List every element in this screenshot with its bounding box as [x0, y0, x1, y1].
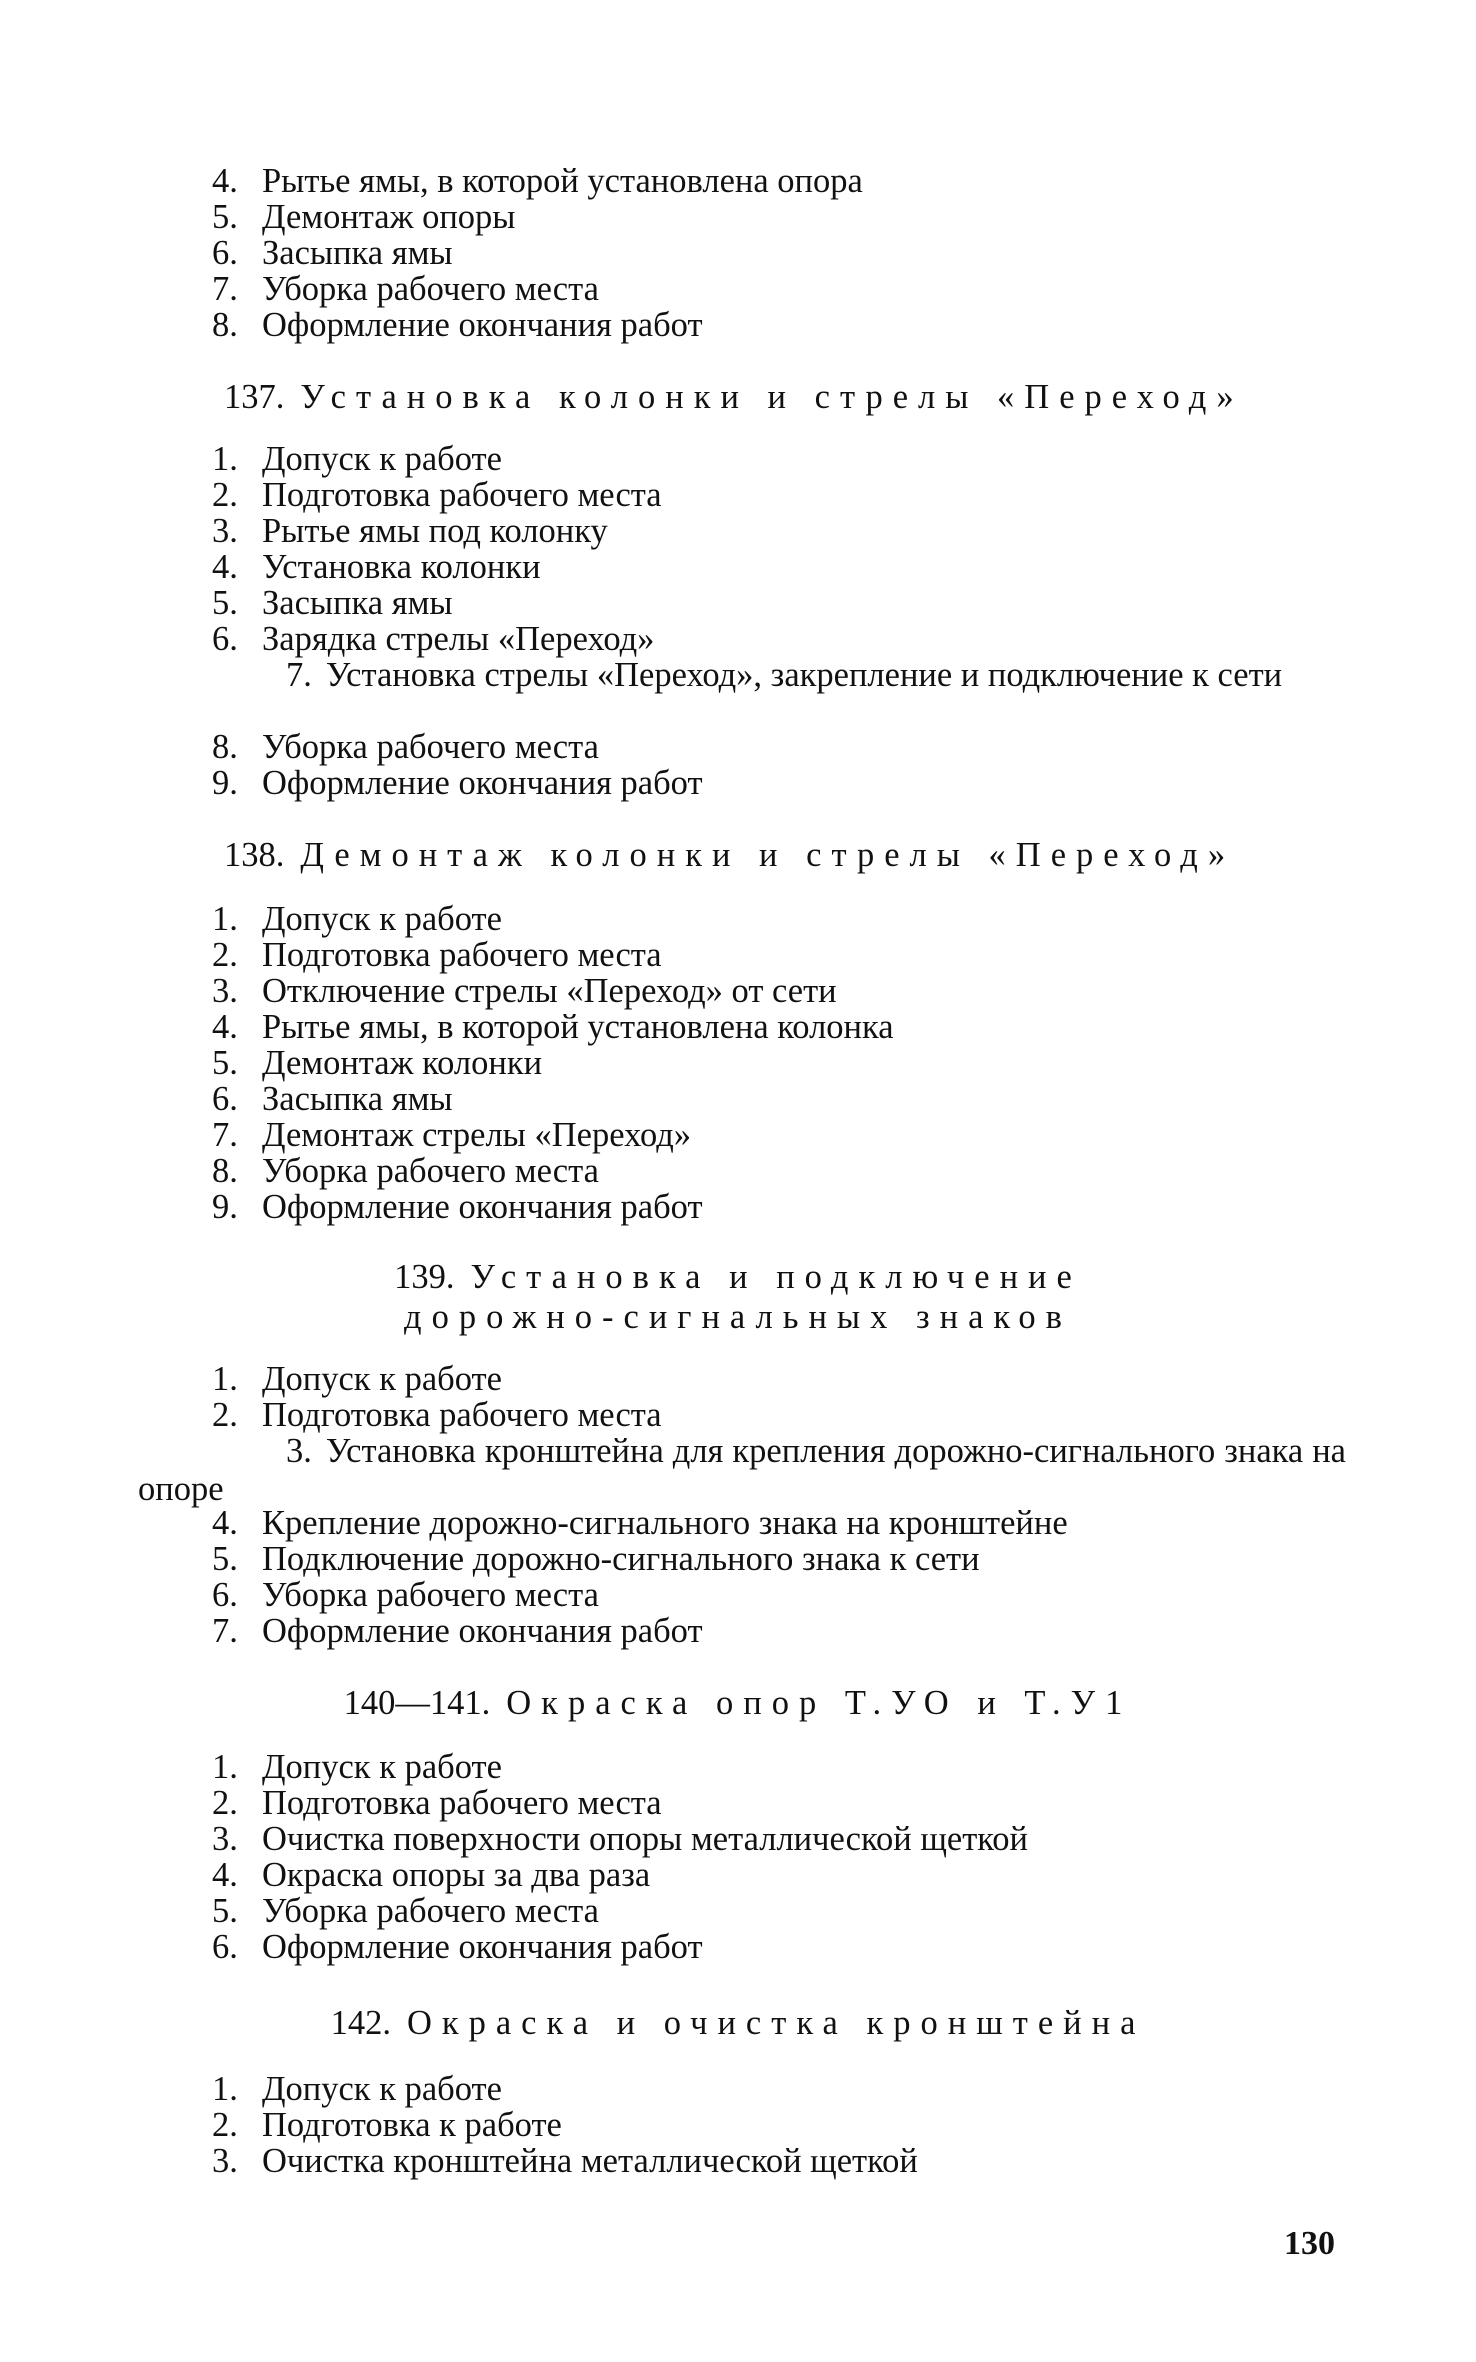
list-item: [212, 1360, 502, 1398]
item-text: Оформление окончания работ: [262, 1612, 703, 1650]
list-item: [212, 270, 599, 308]
item-text: Оформление окончания работ: [262, 1928, 703, 1966]
item-number: 5.: [212, 1044, 238, 1082]
item-text: Отключение стрелы «Переход» от сети: [262, 972, 837, 1010]
item-text: Крепление дорожно-сигнального знака на кронштейне: [262, 1504, 1068, 1542]
list-item: [212, 234, 453, 272]
item-number: 6.: [212, 1576, 238, 1614]
item-number: 6.: [212, 1928, 238, 1966]
item-number: 4.: [212, 162, 238, 200]
item-text: Допуск к работе: [262, 440, 502, 478]
item-text: Окраска опоры за два раза: [262, 1856, 651, 1894]
item-text: Рытье ямы, в которой установлена опора: [262, 162, 863, 200]
item-number: 1.: [212, 1360, 238, 1398]
item-text: Засыпка ямы: [262, 584, 453, 622]
section-title: Окраска опор Т.УО и Т.У1: [506, 1684, 1133, 1722]
item-number: 7.: [212, 1612, 238, 1650]
item-text: Подготовка рабочего места: [262, 1396, 662, 1434]
list-item: [212, 728, 599, 766]
item-text: Рытье ямы под колонку: [262, 512, 608, 550]
list-item: [212, 1856, 650, 1894]
item-text: Очистка кронштейна металлической щеткой: [262, 2142, 918, 2180]
section-number: 138.: [224, 836, 285, 874]
list-item: [212, 306, 703, 344]
list-item: [212, 1928, 703, 1966]
list-item: [212, 936, 662, 974]
item-text: Подготовка рабочего места: [262, 1784, 662, 1822]
section-heading-139: [0, 1256, 1476, 1298]
item-text: Установка колонки: [262, 548, 541, 586]
item-text: Подключение дорожно-сигнального знака к сети: [262, 1540, 980, 1578]
list-item: [212, 1784, 662, 1822]
item-number: 7.: [212, 270, 238, 308]
item-text: Уборка рабочего места: [262, 1152, 599, 1190]
page-number: 130: [1284, 2225, 1335, 2262]
list-item: [212, 1152, 599, 1190]
section-heading-142: [0, 2002, 1476, 2044]
item-text: Допуск к работе: [262, 1360, 502, 1398]
item-number: 4.: [212, 1504, 238, 1542]
section-number: 137.: [224, 378, 285, 416]
section-title: Установка колонки и стрелы «Переход»: [300, 378, 1244, 416]
list-item: [212, 476, 662, 514]
item-text: Оформление окончания работ: [262, 1188, 703, 1226]
item-number: 4.: [212, 548, 238, 586]
section-number: 139.: [394, 1258, 455, 1296]
section-title: Установка и подключение: [470, 1258, 1082, 1296]
item-number: 3.: [212, 972, 238, 1010]
section-title-line2: дорожно-сигнальных знаков: [404, 1298, 1072, 1336]
list-item: [212, 512, 608, 550]
list-item: [212, 198, 515, 236]
list-item: [212, 1116, 691, 1154]
item-number: 4.: [212, 1856, 238, 1894]
list-item: [212, 1008, 894, 1046]
item-text: Допуск к работе: [262, 1748, 502, 1786]
item-number: 6.: [212, 234, 238, 272]
item-text: Уборка рабочего места: [262, 1576, 599, 1614]
list-item: [212, 584, 453, 622]
item-text: Оформление окончания работ: [262, 306, 703, 344]
item-text: Демонтаж колонки: [262, 1044, 543, 1082]
item-number: 1.: [212, 900, 238, 938]
item-text: Уборка рабочего места: [262, 728, 599, 766]
item-number: 5.: [212, 1540, 238, 1578]
item-number: 9.: [212, 764, 238, 802]
list-item: [212, 900, 502, 938]
item-text: Подготовка к работе: [262, 2106, 562, 2144]
list-item: [212, 440, 502, 478]
item-text: Рытье ямы, в которой установлена колонка: [262, 1008, 894, 1046]
list-item: [212, 2142, 918, 2180]
list-item: [212, 764, 703, 802]
list-item: [212, 162, 863, 200]
item-number: 8.: [212, 728, 238, 766]
section-heading-137: [224, 376, 1244, 418]
item-number: 8.: [212, 306, 238, 344]
list-item: [212, 2070, 502, 2108]
list-item: [212, 1820, 1028, 1858]
list-item: [212, 548, 541, 586]
item-number: 2.: [212, 476, 238, 514]
item-number: 3.: [212, 1820, 238, 1858]
item-text: Демонтаж стрелы «Переход»: [262, 1116, 692, 1154]
item-number: 7.: [212, 1116, 238, 1154]
item-number: 2.: [212, 1784, 238, 1822]
item-number: 2.: [212, 2106, 238, 2144]
list-item: [212, 620, 654, 658]
item-number: 6.: [212, 620, 238, 658]
section-title: Демонтаж колонки и стрелы «Переход»: [300, 836, 1236, 874]
item-text: Допуск к работе: [262, 900, 502, 938]
list-item: [212, 1188, 703, 1226]
item-text: Демонтаж опоры: [262, 198, 516, 236]
item-number: 3.: [212, 2142, 238, 2180]
section-heading-138: [224, 834, 1235, 876]
item-number: 5.: [212, 1892, 238, 1930]
item-text: Подготовка рабочего места: [262, 476, 662, 514]
section-heading-139-line2: [0, 1296, 1476, 1338]
item-number: 7.: [286, 656, 312, 694]
section-number: 142.: [330, 2004, 391, 2042]
list-item: [212, 1748, 502, 1786]
list-item: [212, 2106, 562, 2144]
section-heading-140-141: [0, 1682, 1476, 1724]
item-text: Подготовка рабочего места: [262, 936, 662, 974]
item-text: Зарядка стрелы «Переход»: [262, 620, 655, 658]
item-number: 3.: [286, 1432, 312, 1470]
item-number: 8.: [212, 1152, 238, 1190]
list-item: [212, 1576, 599, 1614]
item-number: 3.: [212, 512, 238, 550]
section-title: Окраска и очистка кронштейна: [406, 2004, 1146, 2042]
item-number: 9.: [212, 1188, 238, 1226]
list-item: [212, 1396, 662, 1434]
item-text: Установка стрелы «Переход», закрепление и подключение к сети: [325, 656, 1283, 694]
list-item: [212, 1540, 980, 1578]
item-text: Уборка рабочего места: [262, 270, 599, 308]
item-number: 6.: [212, 1080, 238, 1118]
item-text: Оформление окончания работ: [262, 764, 703, 802]
item-number: 2.: [212, 1396, 238, 1434]
list-item: [212, 1612, 703, 1650]
item-number: 4.: [212, 1008, 238, 1046]
list-item: [212, 1504, 1068, 1542]
item-number: 1.: [212, 2070, 238, 2108]
item-text: Уборка рабочего места: [262, 1892, 599, 1930]
list-item: [138, 656, 1346, 694]
item-text: Засыпка ямы: [262, 1080, 453, 1118]
item-number: 1.: [212, 440, 238, 478]
item-text: Засыпка ямы: [262, 234, 453, 272]
section-number: 140—141.: [343, 1684, 491, 1722]
item-text: Допуск к работе: [262, 2070, 502, 2108]
item-number: 5.: [212, 198, 238, 236]
list-item: [212, 1044, 542, 1082]
item-text: Установка кронштейна для крепления дорожно-сигнального знака на опоре: [138, 1432, 1346, 1508]
item-number: 2.: [212, 936, 238, 974]
item-number: 1.: [212, 1748, 238, 1786]
item-number: 5.: [212, 584, 238, 622]
list-item: [138, 1432, 1346, 1508]
list-item: [212, 1892, 599, 1930]
list-item: [212, 972, 837, 1010]
list-item: [212, 1080, 453, 1118]
item-text: Очистка поверхности опоры металлической щеткой: [262, 1820, 1028, 1858]
